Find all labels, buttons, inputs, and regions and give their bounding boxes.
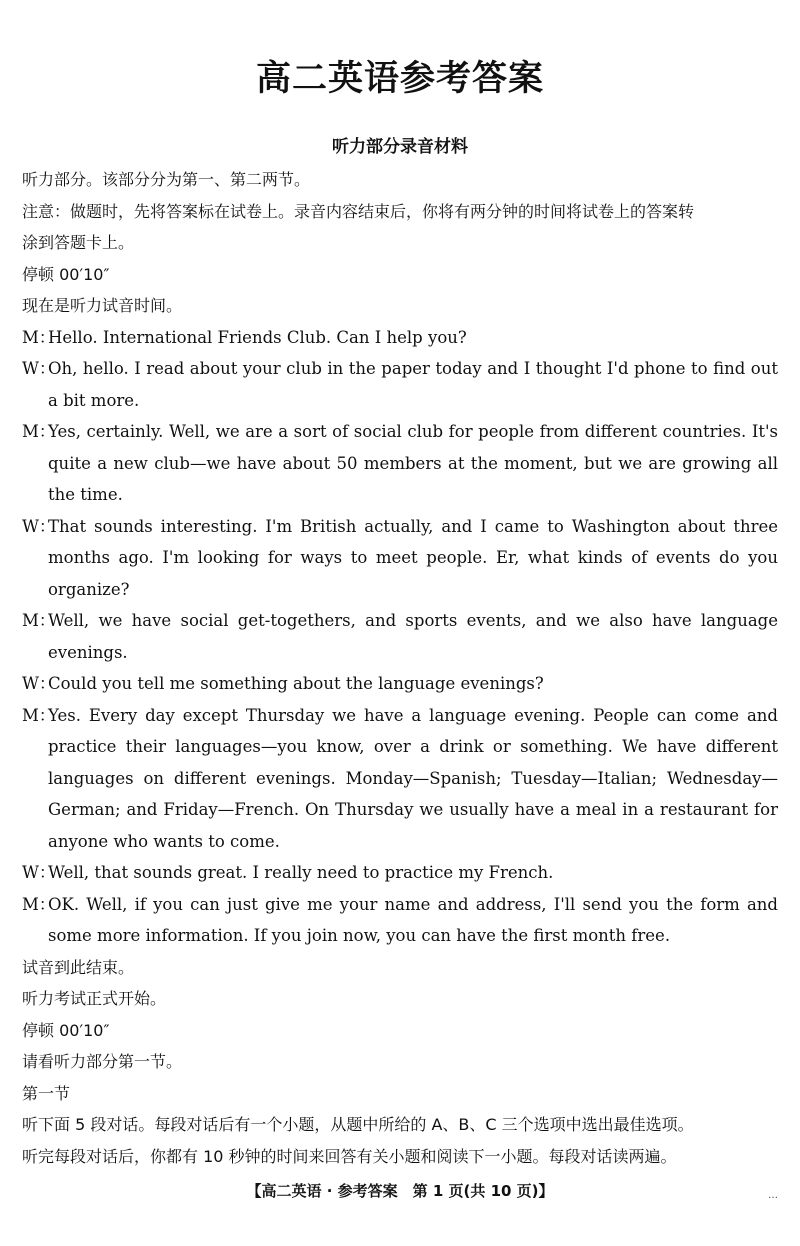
page-footer: 【高二英语 · 参考答案 第 1 页(共 10 页)】 <box>246 1182 554 1200</box>
dialogue-turn <box>22 511 778 606</box>
section-one-heading: 第一节 <box>22 1083 71 1103</box>
dialogue-turn <box>22 353 778 416</box>
speaker-label: W： <box>22 674 56 693</box>
speaker-label: M： <box>22 422 56 441</box>
instruction-line-2: 听完每段对话后，你都有 10 秒钟的时间来回答有关小题和阅读下一小题。每段对话读两遍。 <box>22 1146 677 1166</box>
notice-line-continued: 涂到答题卡上。 <box>22 233 135 252</box>
sound-check-end-line: 试音到此结束。 <box>22 957 135 977</box>
speaker-label: M： <box>22 327 56 347</box>
section-title: 听力部分录音材料 <box>332 137 468 157</box>
section-one-intro-line: 请看听力部分第一节。 <box>22 1052 183 1071</box>
dialogue <box>22 322 778 952</box>
document-body <box>22 164 778 1172</box>
dialogue-text: Yes. Every day except Thursday we have a language evening. People can come and practice their languages—you know, over a drink or something. We have different languages on different evenings. Monday—Spanish; Tuesday—Italian; Wednesday—German; and Friday—French. On Thursday we usually have a meal in a restaurant for anyone who wants to come. <box>48 705 778 851</box>
dialogue-turn <box>22 605 778 668</box>
dialogue-text: Hello. International Friends Club. Can I help you? <box>48 327 467 347</box>
dialogue-text: Well, that sounds great. I really need to practice my French. <box>48 863 554 882</box>
speaker-label: M： <box>22 611 56 630</box>
speaker-label: W： <box>22 516 56 536</box>
dialogue-turn <box>22 889 778 952</box>
speaker-label: M： <box>22 705 56 725</box>
dialogue-text: Well, we have social get-togethers, and sports events, and we also have language evenings. <box>48 611 778 662</box>
page-title: 高二英语参考答案 <box>255 59 544 99</box>
dialogue-turn <box>22 322 778 354</box>
instruction-line: 听下面 5 段对话。每段对话后有一个小题，从题中所给的 A、B、C 三个选项中选出最佳选项。 <box>22 1115 694 1134</box>
dialogue-text: Could you tell me something about the language evenings? <box>48 674 544 693</box>
dialogue-turn <box>22 857 778 889</box>
corner-mark: … <box>768 1190 778 1201</box>
dialogue-turn <box>22 416 778 511</box>
dialogue-text: That sounds interesting. I'm British actually, and I came to Washington about three months ago. I'm looking for ways to meet people. Er, what kinds of events do you organize? <box>48 516 778 599</box>
pause-line: 停顿 00′10″ <box>22 264 110 284</box>
pause-line-2: 停顿 00′10″ <box>22 1020 110 1040</box>
dialogue-text: Oh, hello. I read about your club in the paper today and I thought I'd phone to find out a bit more. <box>48 359 778 410</box>
dialogue-turn <box>22 668 778 700</box>
speaker-label: W： <box>22 359 56 378</box>
intro-line: 听力部分。该部分分为第一、第二两节。 <box>22 170 311 189</box>
speaker-label: M： <box>22 894 56 914</box>
speaker-label: W： <box>22 863 56 882</box>
dialogue-text: OK. Well, if you can just give me your name and address, I'll send you the form and some more information. If you join now, you can have the first month free. <box>48 894 778 945</box>
dialogue-text: Yes, certainly. Well, we are a sort of social club for people from different countries. It's quite a new club—we have about 50 members at the moment, but we are growing all the time. <box>48 422 778 504</box>
exam-start-line: 听力考试正式开始。 <box>22 989 167 1008</box>
notice-line: 注意：做题时，先将答案标在试卷上。录音内容结束后，你将有两分钟的时间将试卷上的答案转 <box>22 201 695 221</box>
sound-check-line: 现在是听力试音时间。 <box>22 296 183 315</box>
dialogue-turn <box>22 700 778 858</box>
